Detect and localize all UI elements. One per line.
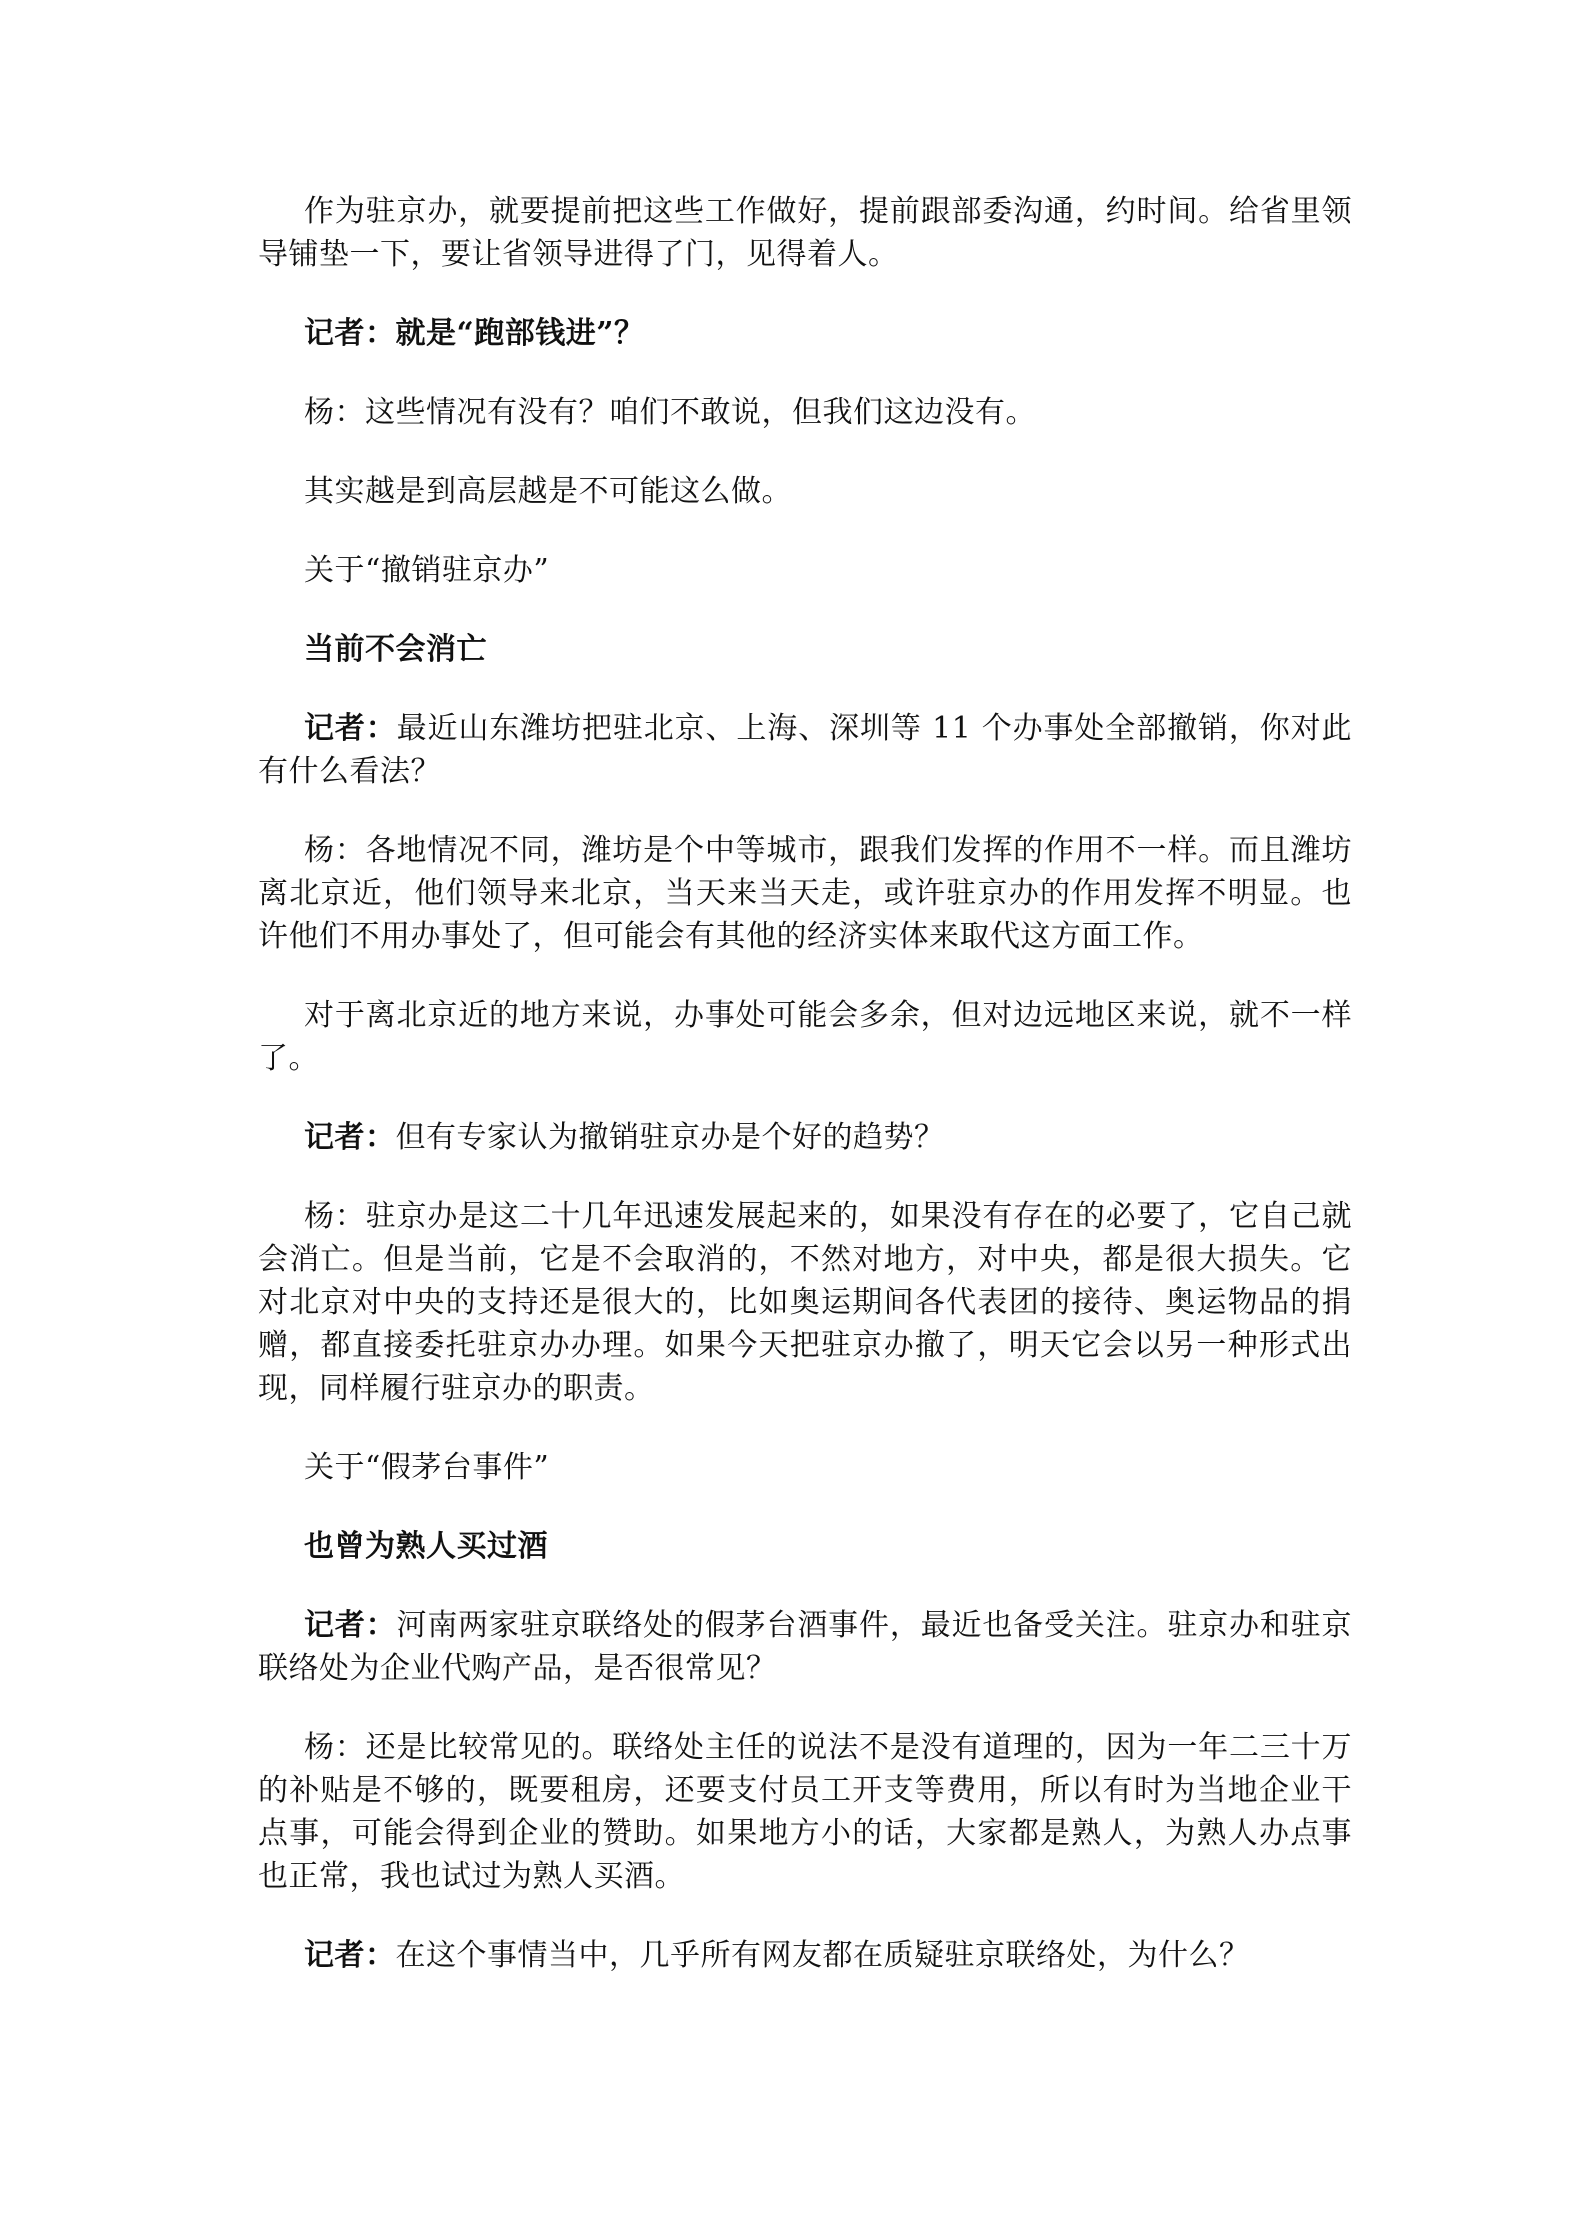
section-heading bbox=[258, 1446, 1352, 1489]
question-text: 就是“跑部钱进”？ bbox=[395, 316, 645, 351]
answer bbox=[258, 829, 1352, 958]
answer-text: 还是比较常见的。联络处主任的说法不是没有道理的，因为一年二三十万的补贴是不够的，既要租房，还要支付员工开支等费用，所以有时为当地企业干点事，可能会得到企业的赞助。如果地方小的话，大家都是熟人，为熟人办点事也正常，我也试过为熟人买酒。 bbox=[258, 1730, 1353, 1894]
answer-text: 各地情况不同，潍坊是个中等城市，跟我们发挥的作用不一样。而且潍坊离北京近，他们领导来北京，当天来当天走，或许驻京办的作用发挥不明显。也许他们不用办事处了，但可能会有其他的经济实体来取代这方面工作。 bbox=[258, 833, 1353, 954]
answer-text: 驻京办是这二十几年迅速发展起来的，如果没有存在的必要了，它自己就会消亡。但是当前，它是不会取消的，不然对地方，对中央，都是很大损失。它对北京对中央的支持还是很大的，比如奥运期间各代表团的接待、奥运物品的捐赠，都直接委托驻京办办理。如果今天把驻京办撤了，明天它会以另一种形式出现，同样履行驻京办的职责。 bbox=[258, 1199, 1353, 1406]
paragraph bbox=[258, 470, 1352, 513]
paragraph-text: 对于离北京近的地方来说，办事处可能会多余，但对边远地区来说，就不一样了。 bbox=[258, 998, 1352, 1076]
speaker-label: 记者： bbox=[304, 711, 397, 746]
question bbox=[258, 1604, 1352, 1690]
speaker-label: 记者： bbox=[304, 316, 396, 351]
speaker-label: 杨： bbox=[304, 833, 366, 868]
question-text: 河南两家驻京联络处的假茅台酒事件，最近也备受关注。驻京办和驻京联络处为企业代购产品，是否很常见？ bbox=[258, 1608, 1352, 1686]
speaker-label: 杨： bbox=[304, 1730, 366, 1765]
paragraph-text: 作为驻京办，就要提前把这些工作做好，提前跟部委沟通，约时间。给省里领导铺垫一下，要让省领导进得了门，见得着人。 bbox=[258, 194, 1352, 272]
paragraph bbox=[258, 994, 1352, 1080]
section-heading-text: 关于“撤销驻京办” bbox=[304, 553, 550, 588]
question-text: 最近山东潍坊把驻北京、上海、深圳等 11 个办事处全部撤销，你对此有什么看法？ bbox=[258, 711, 1353, 789]
speaker-label: 记者： bbox=[304, 1938, 396, 1973]
speaker-label: 记者： bbox=[304, 1120, 396, 1155]
answer-text: 这些情况有没有？咱们不敢说，但我们这边没有。 bbox=[365, 395, 1036, 430]
section-subheading bbox=[258, 1525, 1352, 1568]
question bbox=[258, 312, 1352, 355]
paragraph-text: 其实越是到高层越是不可能这么做。 bbox=[304, 474, 792, 509]
speaker-label: 杨： bbox=[304, 395, 365, 430]
question-text: 在这个事情当中，几乎所有网友都在质疑驻京联络处，为什么？ bbox=[395, 1938, 1250, 1973]
section-subheading bbox=[258, 628, 1352, 671]
answer bbox=[258, 1195, 1352, 1410]
paragraph bbox=[258, 190, 1352, 276]
article-body bbox=[258, 190, 1352, 2013]
answer bbox=[258, 1726, 1352, 1898]
question bbox=[258, 1934, 1352, 1977]
question-text: 但有专家认为撤销驻京办是个好的趋势？ bbox=[395, 1120, 945, 1155]
section-heading bbox=[258, 549, 1352, 592]
answer bbox=[258, 391, 1352, 434]
speaker-label: 杨： bbox=[304, 1199, 366, 1234]
section-subheading-text: 当前不会消亡 bbox=[304, 632, 487, 667]
section-heading-text: 关于“假茅台事件” bbox=[304, 1450, 550, 1485]
question bbox=[258, 707, 1352, 793]
section-subheading-text: 也曾为熟人买过酒 bbox=[304, 1529, 548, 1564]
question bbox=[258, 1116, 1352, 1159]
speaker-label: 记者： bbox=[304, 1608, 397, 1643]
